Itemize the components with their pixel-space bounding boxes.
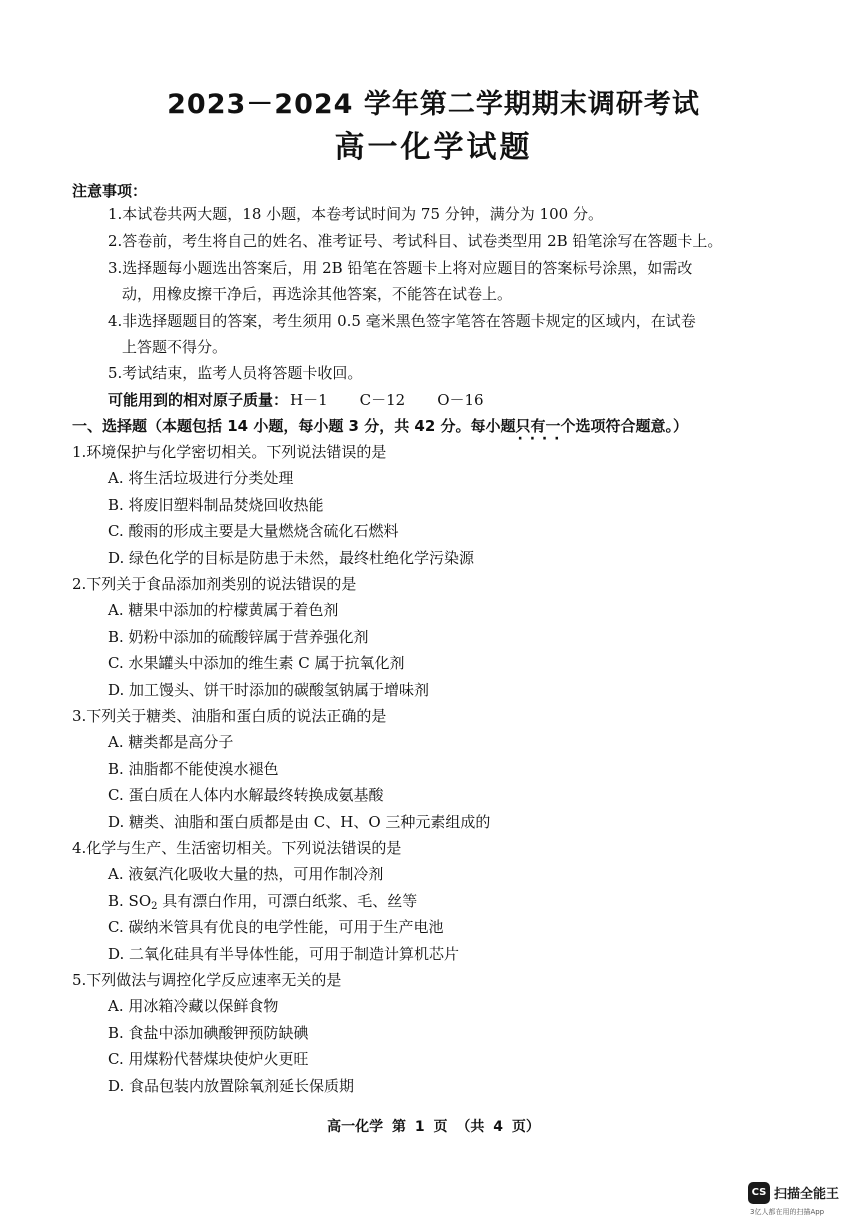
question-3-option-c: C. 蛋白质在人体内水解最终转换成氨基酸 — [108, 786, 384, 804]
question-2-option-d: D. 加工馒头、饼干时添加的碳酸氢钠属于增味剂 — [108, 681, 430, 699]
question-4-option-c: C. 碳纳米管具有优良的电学性能，可用于生产电池 — [108, 918, 444, 936]
exam-title: 2023－2024 学年第二学期期末调研考试 — [167, 89, 700, 120]
section-heading-emphasis: 只有一个 · · · · — [516, 417, 576, 435]
question-2-option-b: B. 奶粉中添加的硫酸锌属于营养强化剂 — [108, 628, 369, 646]
question-3-option-a: A. 糖类都是高分子 — [108, 733, 234, 751]
question-4-option-b-formula: B. SO — [108, 892, 152, 910]
question-1-option-a: A. 将生活垃圾进行分类处理 — [108, 469, 294, 487]
question-5-option-d: D. 食品包装内放置除氧剂延长保质期 — [108, 1077, 355, 1095]
camscanner-name: 扫描全能王 — [774, 1187, 840, 1202]
question-2-option-a: A. 糖果中添加的柠檬黄属于着色剂 — [108, 601, 339, 619]
question-3-stem: 3.下列关于糖类、油脂和蛋白质的说法正确的是 — [72, 707, 387, 725]
notice-item-3-cont: 动，用橡皮擦干净后，再选涂其他答案，不能答在试卷上。 — [122, 285, 513, 303]
question-4-option-d: D. 二氧化硅具有半导体性能，可用于制造计算机芯片 — [108, 945, 460, 963]
question-3-option-d: D. 糖类、油脂和蛋白质都是由 C、H、O 三种元素组成的 — [108, 813, 491, 831]
question-4-option-b-text: 具有漂白作用，可漂白纸浆、毛、丝等 — [157, 892, 418, 910]
question-3-option-b: B. 油脂都不能使溴水褪色 — [108, 760, 279, 778]
notice-item-4-cont: 上答题不得分。 — [122, 338, 228, 356]
question-1-stem: 1.环境保护与化学密切相关。下列说法错误的是 — [72, 443, 387, 461]
page-footer — [0, 1116, 867, 1136]
question-5-option-b: B. 食盐中添加碘酸钾预防缺碘 — [108, 1024, 309, 1042]
camscanner-tagline: 3亿人都在用的扫描App — [750, 1208, 825, 1216]
notice-item-4: 4.非选择题题目的答案，考生须用 0.5 毫米黑色签字笔答在答题卡规定的区域内，在试卷 — [108, 312, 696, 330]
question-1-option-d: D. 绿色化学的目标是防患于未然，最终杜绝化学污染源 — [108, 549, 475, 567]
footer-total-pages: （共 4 页） — [456, 1119, 540, 1135]
question-4-option-b-subscript: 2 — [151, 901, 158, 912]
question-2-option-c: C. 水果罐头中添加的维生素 C 属于抗氧化剂 — [108, 654, 405, 672]
question-4-option-a: A. 液氨汽化吸收大量的热，可用作制冷剂 — [108, 865, 384, 883]
notice-item-2: 2.答卷前，考生将自己的姓名、准考证号、考试科目、试卷类型用 2B 铅笔涂写在答题卡上。 — [108, 232, 723, 250]
question-4-option-b — [108, 890, 417, 918]
question-1-option-c: C. 酸雨的形成主要是大量燃烧含硫化石燃料 — [108, 522, 399, 540]
question-5-option-c: C. 用煤粉代替煤块使炉火更旺 — [108, 1050, 309, 1068]
notice-item-3: 3.选择题每小题选出答案后，用 2B 铅笔在答题卡上将对应题目的答案标号涂黑，如需改 — [108, 259, 693, 277]
section-heading — [72, 415, 688, 436]
atomic-masses — [108, 389, 484, 410]
notice-heading: 注意事项： — [72, 182, 148, 200]
mass-o: O－16 — [437, 391, 484, 409]
notice-item-5: 5.考试结束，监考人员将答题卡收回。 — [108, 364, 363, 382]
footer-subject: 高一化学 — [327, 1119, 384, 1135]
section-heading-a: 一、选择题（本题包括 14 小题，每小题 3 分，共 42 分。每小题 — [72, 417, 516, 435]
camscanner-logo-icon: CS — [748, 1182, 770, 1204]
mass-h: H－1 — [290, 391, 328, 409]
atomic-masses-label: 可能用到的相对原子质量： — [108, 391, 289, 409]
section-heading-b: 选项符合题意。） — [575, 417, 689, 435]
mass-c: C－12 — [359, 391, 406, 409]
question-2-stem: 2.下列关于食品添加剂类别的说法错误的是 — [72, 575, 357, 593]
question-5-stem: 5.下列做法与调控化学反应速率无关的是 — [72, 971, 342, 989]
footer-page-number: 第 1 页 — [392, 1119, 448, 1135]
scanner-watermark — [748, 1178, 858, 1220]
exam-subtitle: 高一化学试题 — [334, 130, 533, 165]
question-5-option-a: A. 用冰箱冷藏以保鲜食物 — [108, 997, 279, 1015]
notice-item-1: 1.本试卷共两大题，18 小题，本卷考试时间为 75 分钟，满分为 100 分。 — [108, 205, 603, 223]
question-1-option-b: B. 将废旧塑料制品焚烧回收热能 — [108, 496, 324, 514]
question-4-stem: 4.化学与生产、生活密切相关。下列说法错误的是 — [72, 839, 402, 857]
